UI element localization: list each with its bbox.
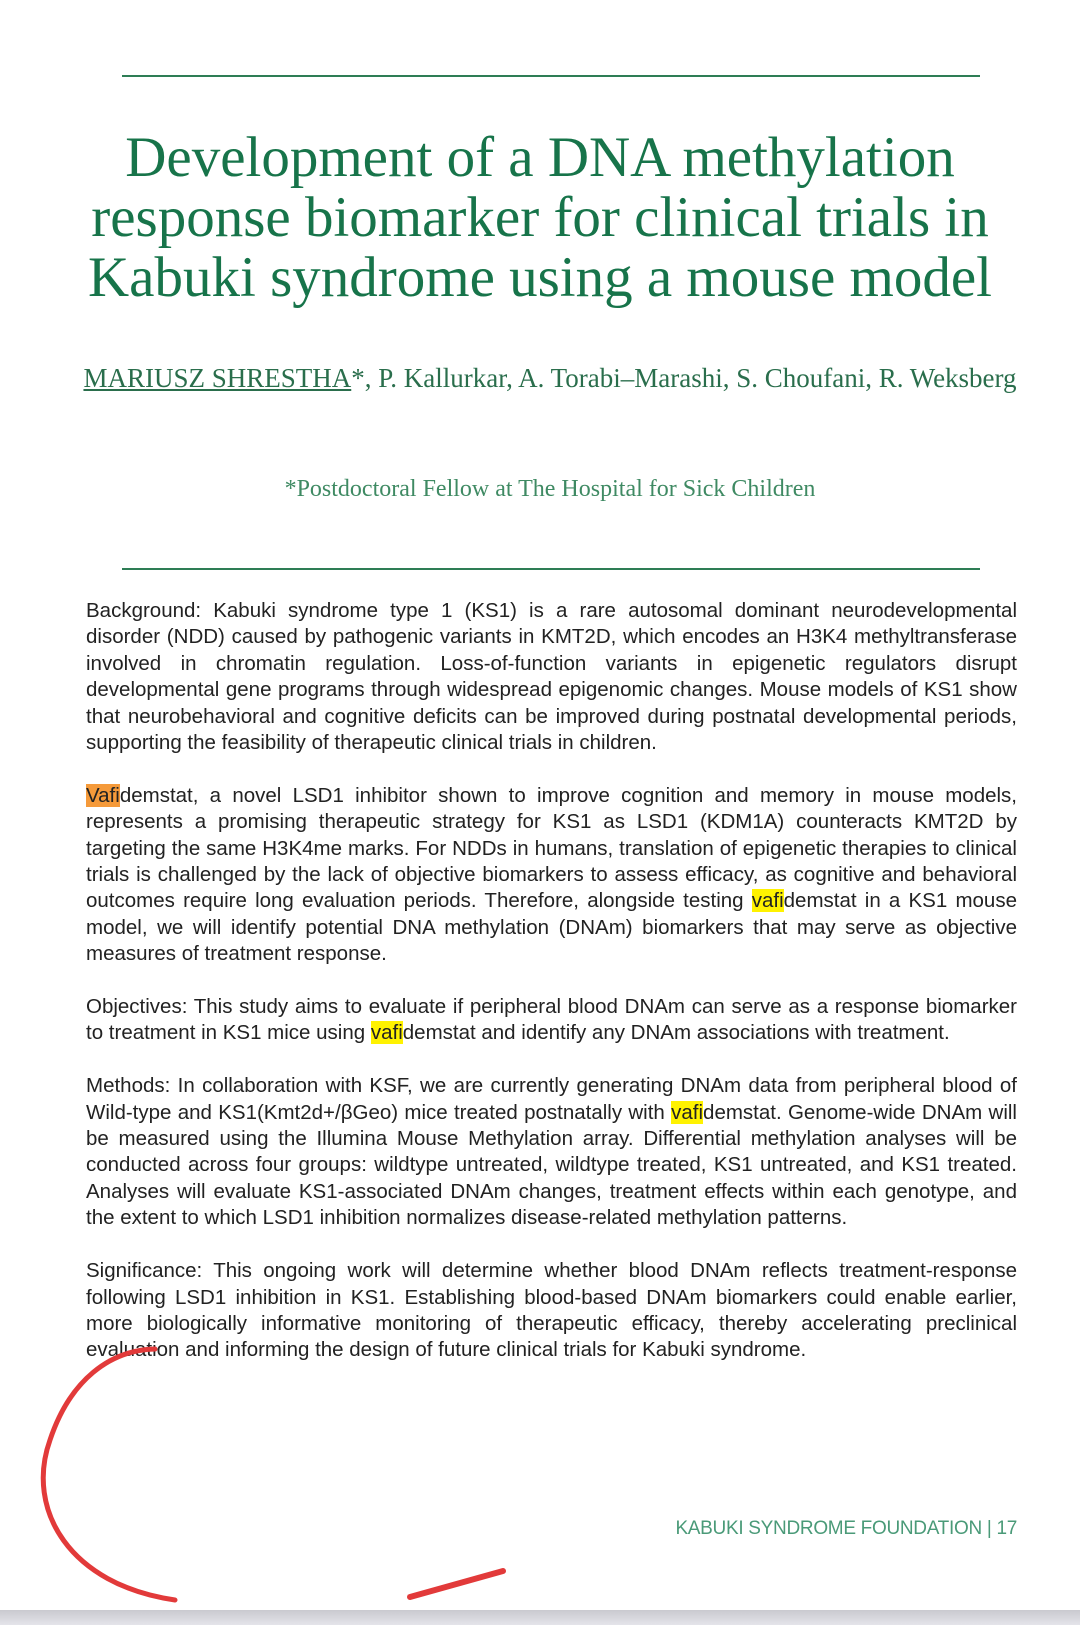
text: demstat in a KS1 mouse model, we will identify potential DNA methylation (DNAm) biomarkers that may serve as objective measures of treatment response. [86, 889, 1017, 966]
highlight: Vafi [86, 783, 120, 807]
bottom-divider [122, 568, 980, 570]
paragraph-background: Background: Kabuki syndrome type 1 (KS1) is a rare autosomal dominant neurodevelopmental disorder (NDD) caused by pathogenic variants in KMT2D, which encodes an H3K4 methyltransferase involved in chromatin regulation. Loss-of-function variants in epigenetic regulators disrupt developmental gene programs through widespread epigenomic changes. Mouse models of KS1 show that neurobehavioral and cognitive deficits can be improved during postnatal developmental periods, supporting the feasibility of therapeutic clinical trials in children. [86, 599, 1017, 755]
viewer-bottom-edge [0, 1610, 1080, 1625]
text: Objectives: This study aims to evaluate if peripheral blood DNAm can serve as a response biomarker to treatment in KS1 mice using [86, 995, 1017, 1045]
text: demstat, a novel LSD1 inhibitor shown to improve cognition and memory in mouse models, represents a promising therapeutic strategy for KS1 as LSD1 (KDM1A) counteracts KMT2D by targeting the same H3K4me marks. For NDDs in humans, translation of epigenetic therapies to clinical trials is challenged by the lack of objective biomarkers to assess efficacy, as cognitive and behavioral outcomes require long evaluation periods. Therefore, alongside testing [86, 783, 1017, 913]
lead-author: MARIUSZ SHRESTHA [83, 363, 352, 393]
text: Methods: In collaboration with KSF, we are currently generating DNAm data from peripheral blood of Wild-type and KS1(Kmt2d+/βGeo) mice treated postnatally with [86, 1074, 1017, 1124]
lead-author-mark: * [351, 363, 365, 393]
annotation-underline [410, 1571, 503, 1597]
co-authors: , P. Kallurkar, A. Torabi–Marashi, S. Choufani, R. Weksberg [364, 363, 1017, 393]
text: demstat. Genome-wide DNAm will be measured using the Illumina Mouse Methylation array. Differential methylation analyses will be conducted across four groups: wildtype untreated, wildtype treated, KS1 untreated, and KS1 treated. Analyses will evaluate KS1-associated DNAm changes, treatment effects within each genotype, and the extent to which LSD1 inhibition normalizes disease-related methylation patterns. [86, 1100, 1017, 1230]
page-title [40, 128, 1040, 308]
highlight: vafi [671, 1100, 704, 1124]
text: demstat and identify any DNAm associations with treatment. [402, 1021, 950, 1045]
paragraph-methods [86, 1073, 1017, 1231]
page-footer: KABUKI SYNDROME FOUNDATION | 17 [675, 1518, 1017, 1539]
title-line: response biomarker for clinical trials in [91, 186, 989, 249]
paragraph-objectives [86, 994, 1017, 1047]
top-divider [122, 75, 980, 77]
title-line: Development of a DNA methylation [125, 126, 955, 189]
author-list [80, 358, 1020, 398]
abstract-body [86, 598, 1017, 1390]
affiliation: *Postdoctoral Fellow at The Hospital for Sick Children [284, 476, 816, 502]
highlight: vafi [370, 1021, 403, 1045]
paragraph-vafidemstat [86, 783, 1017, 968]
paragraph-significance: Significance: This ongoing work will determine whether blood DNAm reflects treatment-response following LSD1 inhibition in KS1. Establishing blood-based DNAm biomarkers could enable earlier, more biologically informative monitoring of therapeutic efficacy, thereby accelerating preclinical evaluation and informing the design of future clinical trials for Kabuki syndrome. [86, 1259, 1017, 1362]
title-line: Kabuki syndrome using a mouse model [88, 246, 992, 309]
highlight: vafi [751, 889, 784, 913]
